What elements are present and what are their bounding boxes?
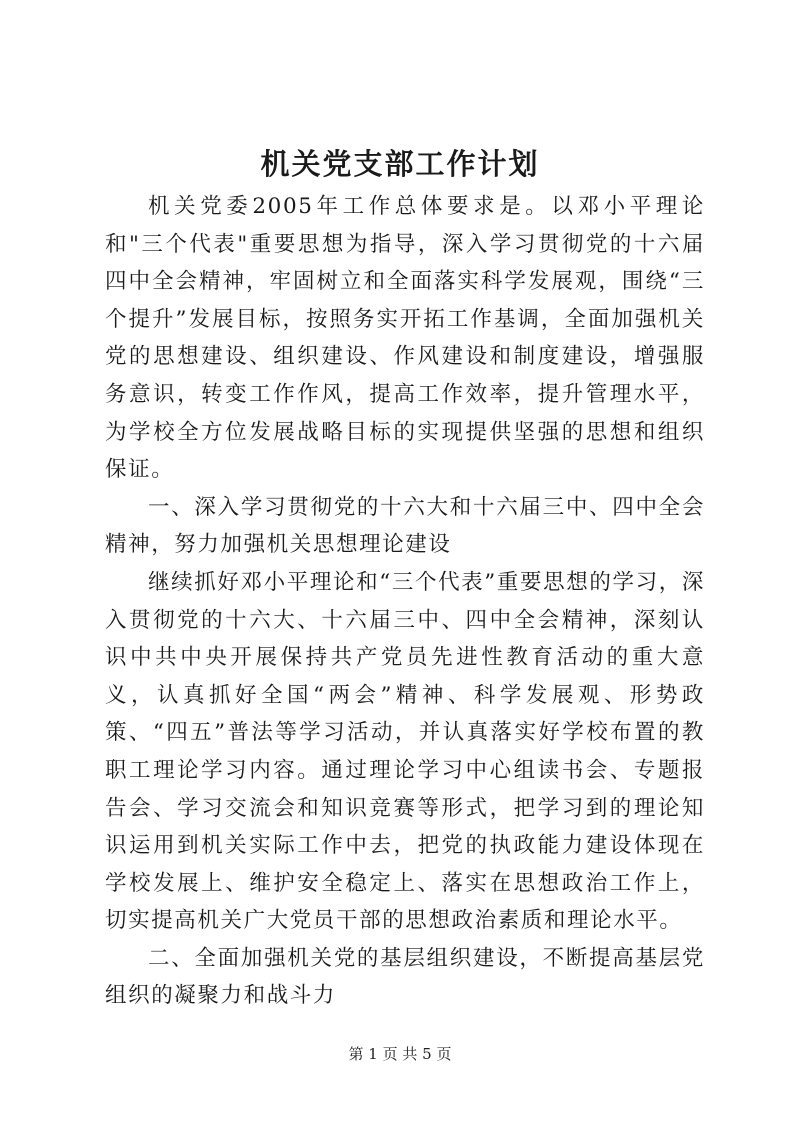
document-body	[105, 188, 705, 1015]
page-number-footer: 第 1 页 共 5 页	[348, 1045, 452, 1063]
document-title: 机关党支部工作计划	[260, 147, 540, 181]
section-heading-one: 一、深入学习贯彻党的十六大和十六届三中、四中全会精神，努力加强机关思想理论建设	[105, 494, 705, 558]
section-one-paragraph: 继续抓好邓小平理论和“三个代表”重要思想的学习，深入贯彻党的十六大、十六届三中、四中全会精神，深刻认识中共中央开展保持共产党员先进性教育活动的重大意义，认真抓好全国“两会”精神、科学发展观、形势政策、“四五”普法等学习活动，并认真落实好学校布置的教职工理论学习内容。通过理论学习中心组读书会、专题报告会、学习交流会和知识竞赛等形式，把学习到的理论知识运用到机关实际工作中去，把党的执政能力建设体现在学校发展上、维护安全稳定上、落实在思想政治工作上，切实提高机关广大党员干部的思想政治素质和理论水平。	[105, 569, 705, 934]
intro-paragraph: 机关党委2005年工作总体要求是。以邓小平理论和"三个代表"重要思想为指导，深入学习贯彻党的十六届四中全会精神，牢固树立和全面落实科学发展观，围绕“三个提升”发展目标，按照务实开拓工作基调，全面加强机关党的思想建设、组织建设、作风建设和制度建设，增强服务意识，转变工作作风，提高工作效率，提升管理水平，为学校全方位发展战略目标的实现提供坚强的思想和组织保证。	[105, 194, 705, 483]
section-heading-two: 二、全面加强机关党的基层组织建设，不断提高基层党组织的凝聚力和战斗力	[105, 945, 705, 1009]
